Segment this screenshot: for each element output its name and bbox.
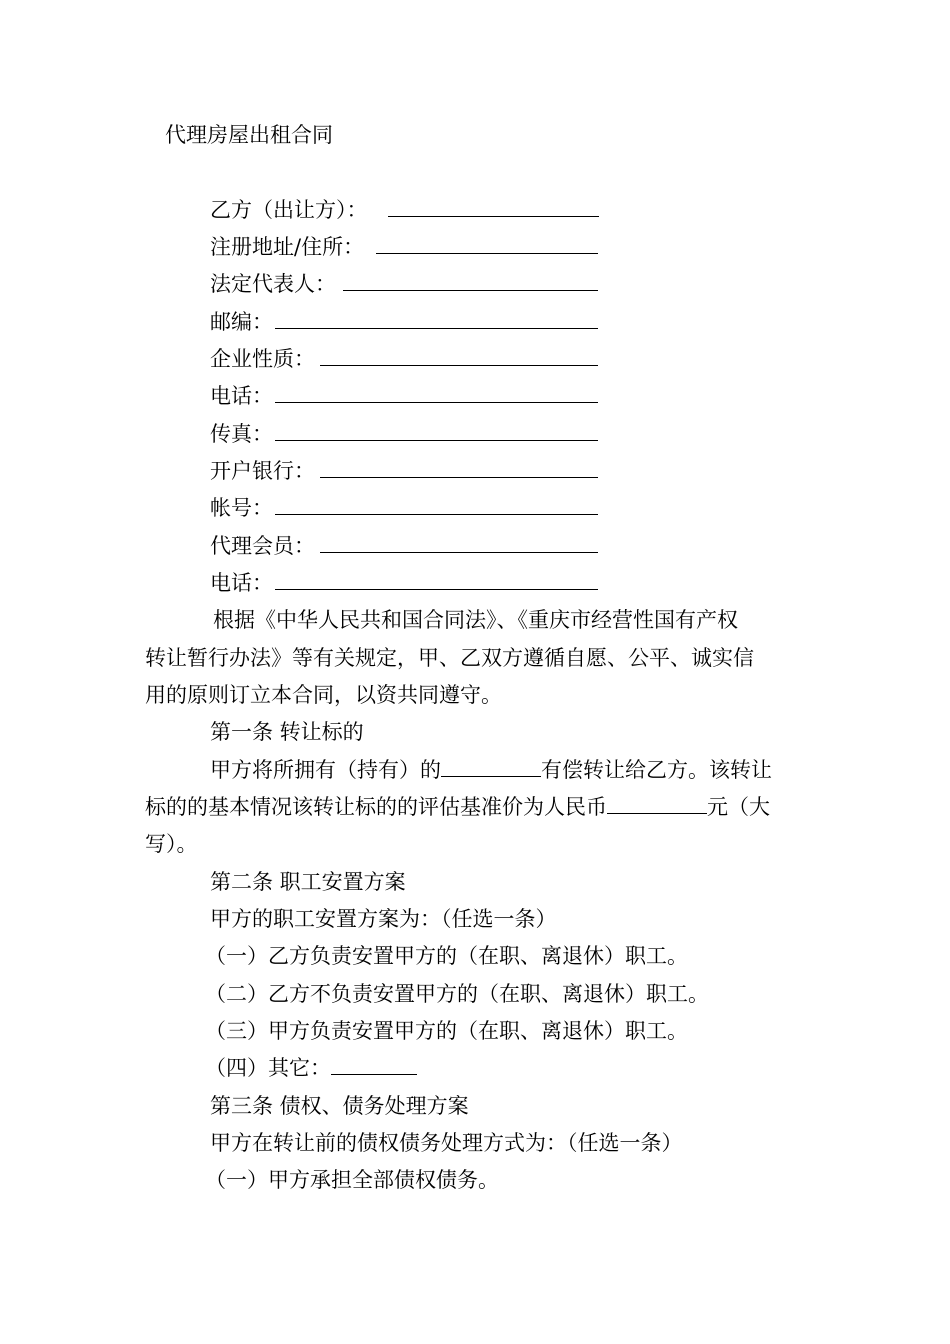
article-2-option-1: （一）乙方负责安置甲方的（在职、离退休）职工。 bbox=[205, 944, 688, 968]
field-blank-phone bbox=[275, 402, 598, 403]
article-1-price-blank bbox=[607, 793, 707, 814]
field-blank-phone-2 bbox=[275, 589, 598, 590]
article-3-option-1: （一）甲方承担全部债权债务。 bbox=[205, 1168, 499, 1192]
intro-line-2: 转让暂行办法》等有关规定，甲、乙双方遵循自愿、公平、诚实信 bbox=[145, 646, 754, 670]
field-blank-bank bbox=[320, 477, 598, 478]
field-label-bank: 开户银行： bbox=[210, 459, 315, 483]
field-label-agent-member: 代理会员： bbox=[210, 534, 315, 558]
article-2-option-2: （二）乙方不负责安置甲方的（在职、离退休）职工。 bbox=[205, 982, 709, 1006]
article-3-intro: 甲方在转让前的债权债务处理方式为：（任选一条） bbox=[210, 1131, 683, 1155]
article-2-other-blank bbox=[331, 1054, 417, 1075]
article-2-option-4-label: （四）其它： bbox=[205, 1056, 331, 1080]
article-1-line-1-post: 有偿转让给乙方。该转让 bbox=[541, 758, 772, 782]
document-title: 代理房屋出租合同 bbox=[165, 123, 333, 147]
field-label-party-b: 乙方（出让方）： bbox=[210, 198, 368, 222]
article-1-line-1 bbox=[210, 756, 772, 784]
field-blank-legal-rep bbox=[343, 290, 598, 291]
article-1-line-2 bbox=[145, 793, 770, 821]
field-label-address: 注册地址/住所： bbox=[210, 235, 365, 259]
field-blank-party-b bbox=[388, 216, 599, 217]
field-label-enterprise-type: 企业性质： bbox=[210, 347, 315, 371]
article-1-line-1-pre: 甲方将所拥有（持有）的 bbox=[210, 758, 441, 782]
article-2-heading: 第二条 职工安置方案 bbox=[210, 870, 406, 894]
intro-line-3: 用的原则订立本合同，以资共同遵守。 bbox=[145, 683, 502, 707]
article-1-heading: 第一条 转让标的 bbox=[210, 720, 364, 744]
field-blank-fax bbox=[275, 440, 598, 441]
article-1-target-blank bbox=[441, 756, 541, 777]
article-2-option-3: （三）甲方负责安置甲方的（在职、离退休）职工。 bbox=[205, 1019, 688, 1043]
field-blank-enterprise-type bbox=[320, 365, 598, 366]
field-label-account: 帐号： bbox=[210, 496, 273, 520]
article-3-heading: 第三条 债权、债务处理方案 bbox=[210, 1094, 469, 1118]
article-2-intro: 甲方的职工安置方案为：（任选一条） bbox=[210, 907, 557, 931]
field-label-legal-rep: 法定代表人： bbox=[210, 272, 336, 296]
field-blank-postcode bbox=[275, 328, 598, 329]
article-1-line-2-post: 元（大 bbox=[707, 795, 770, 819]
field-blank-address bbox=[376, 253, 598, 254]
article-2-option-4 bbox=[205, 1054, 417, 1082]
article-1-line-3: 写）。 bbox=[145, 832, 198, 856]
field-label-postcode: 邮编： bbox=[210, 310, 273, 334]
field-blank-agent-member bbox=[320, 552, 598, 553]
field-label-fax: 传真： bbox=[210, 422, 273, 446]
field-blank-account bbox=[275, 514, 598, 515]
article-1-line-2-pre: 标的的基本情况该转让标的的评估基准价为人民币 bbox=[145, 795, 607, 819]
intro-line-1: 根据《中华人民共和国合同法》、《重庆市经营性国有产权 bbox=[213, 608, 738, 632]
field-label-phone-2: 电话： bbox=[210, 571, 273, 595]
field-label-phone: 电话： bbox=[210, 384, 273, 408]
